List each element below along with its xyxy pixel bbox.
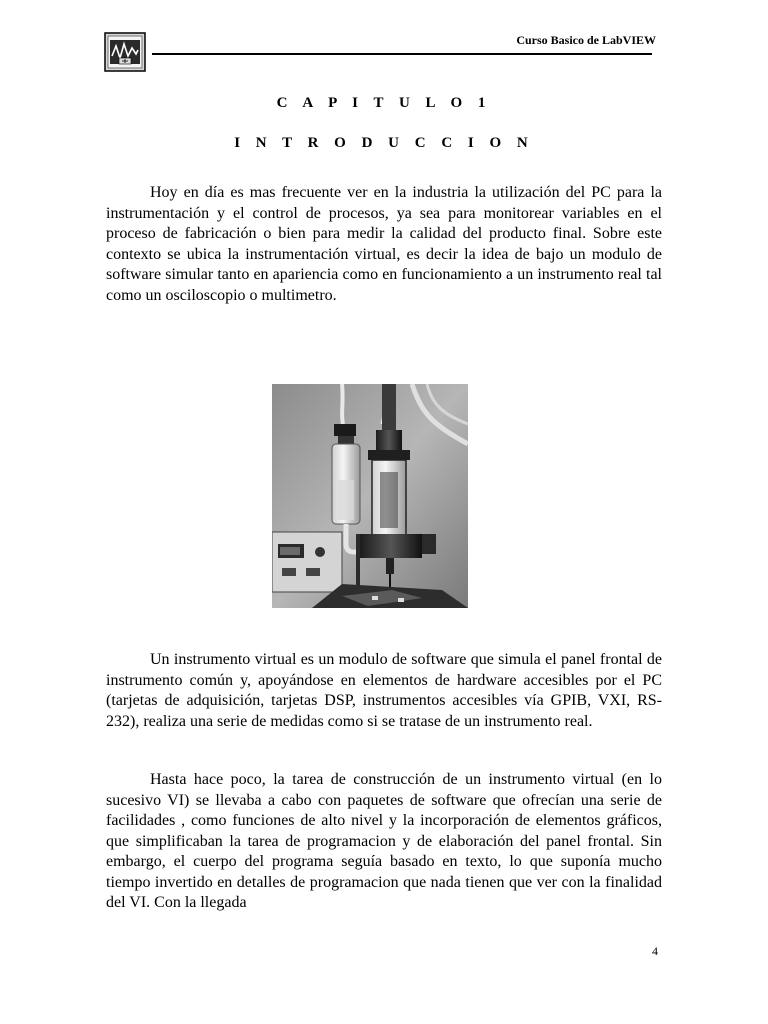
chapter-number: C A P I T U L O 1 bbox=[276, 95, 492, 111]
header-title: Curso Basico de LabVIEW bbox=[516, 33, 656, 47]
chapter-title: I N T R O D U C C I O N bbox=[234, 135, 534, 151]
paragraph-virtual-instrument: Un instrumento virtual es un modulo de software que simula el panel frontal de instrumento común y, apoyándose en elementos de hardware accesibles por el PC (tarjetas de adquisición, tarjetas DSP, instrumentos accesibles vía GPIB, VXI, RS-232), realiza una serie de medidas como si se tratase de un instrumento real. bbox=[106, 651, 662, 730]
labview-logo-icon bbox=[104, 32, 146, 72]
paragraph-intro: Hoy en día es mas frecuente ver en la industria la utilización del PC para la instrumentación y el control de procesos, ya sea para monitorear variables en el proceso de fabricación o bien para medir la calidad del producto final. Sobre este contexto se ubica la instrumentación virtual, es decir la idea de bajo un modulo de software simular tanto en apariencia como en funcionamiento a un instrumento real tal como un osciloscopio o multimetro. bbox=[106, 184, 662, 304]
paragraph-history: Hasta hace poco, la tarea de construcción de un instrumento virtual (en lo sucesivo VI) se llevaba a cabo con paquetes de software que ofrecían una serie de facilidades , como funciones de alto nivel y la incorporación de elementos gráficos, que simplificaban la tarea de programacion y de elaboración del panel frontal. Sin embargo, el cuerpo del programa seguía basado en texto, lo que suponía mucho tiempo invertido en detalles de programacion que nada tienen que ver con la finalidad del VI. Con la llegada bbox=[106, 771, 662, 911]
dispensing-instrument-photo-icon bbox=[272, 384, 468, 608]
header-rule bbox=[152, 53, 652, 55]
page-number: 4 bbox=[652, 944, 658, 958]
